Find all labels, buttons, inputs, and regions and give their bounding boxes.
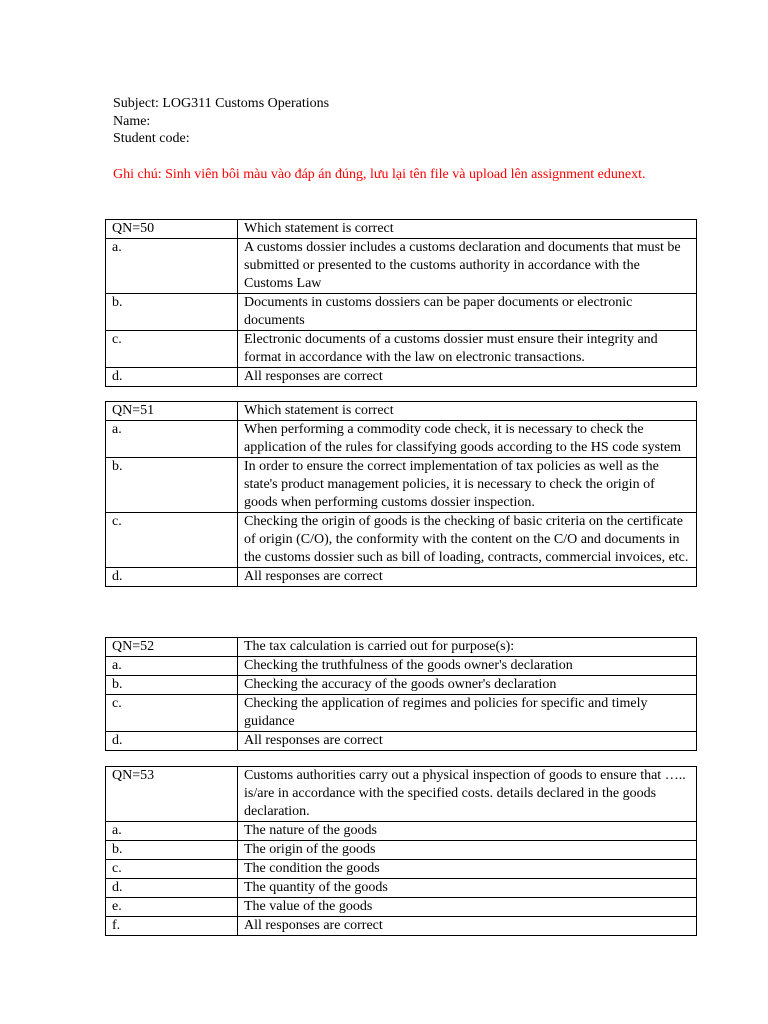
option-key: d. xyxy=(106,368,238,387)
option-text: All responses are correct xyxy=(238,917,697,936)
option-row xyxy=(106,513,697,568)
name-line: Name: xyxy=(113,113,151,129)
question-stem: The tax calculation is carried out for purpose(s): xyxy=(238,638,697,657)
option-text: The value of the goods xyxy=(238,898,697,917)
option-row xyxy=(106,841,697,860)
option-row xyxy=(106,568,697,587)
option-key: a. xyxy=(106,239,238,294)
student-code-line: Student code: xyxy=(113,131,190,146)
question-number: QN=52 xyxy=(106,638,238,657)
option-text: The condition the goods xyxy=(238,860,697,879)
instruction-note: Ghi chú: Sinh viên bôi màu vào đáp án đúng, lưu lại tên file và upload lên assignment edunext. xyxy=(113,167,646,182)
option-text: Checking the truthfulness of the goods owner's declaration xyxy=(238,657,697,676)
question-table-50 xyxy=(105,219,697,387)
option-row xyxy=(106,294,697,331)
option-text: In order to ensure the correct implementation of tax policies as well as the state's product management policies, it is necessary to check the origin of goods when performing customs dossier inspection. xyxy=(238,458,697,513)
question-table-52 xyxy=(105,637,697,751)
option-row xyxy=(106,898,697,917)
option-text: Electronic documents of a customs dossier must ensure their integrity and format in accordance with the law on electronic transactions. xyxy=(238,331,697,368)
option-key: c. xyxy=(106,331,238,368)
option-row xyxy=(106,917,697,936)
option-row xyxy=(106,421,697,458)
question-row xyxy=(106,638,697,657)
option-row xyxy=(106,657,697,676)
option-key: a. xyxy=(106,421,238,458)
option-key: d. xyxy=(106,568,238,587)
option-key: b. xyxy=(106,294,238,331)
option-key: f. xyxy=(106,917,238,936)
option-key: a. xyxy=(106,657,238,676)
option-key: c. xyxy=(106,695,238,732)
option-text: Checking the accuracy of the goods owner's declaration xyxy=(238,676,697,695)
option-row xyxy=(106,331,697,368)
question-table-51 xyxy=(105,401,697,587)
option-text: All responses are correct xyxy=(238,732,697,751)
question-row xyxy=(106,220,697,239)
option-text: Documents in customs dossiers can be paper documents or electronic documents xyxy=(238,294,697,331)
option-text: A customs dossier includes a customs declaration and documents that must be submitted or presented to the customs authority in accordance with the Customs Law xyxy=(238,239,697,294)
question-stem: Which statement is correct xyxy=(238,402,697,421)
option-row xyxy=(106,458,697,513)
option-row xyxy=(106,732,697,751)
option-key: b. xyxy=(106,676,238,695)
option-key: a. xyxy=(106,822,238,841)
question-number: QN=51 xyxy=(106,402,238,421)
option-row xyxy=(106,695,697,732)
option-text: The quantity of the goods xyxy=(238,879,697,898)
option-text: The nature of the goods xyxy=(238,822,697,841)
subject-line: Subject: LOG311 Customs Operations xyxy=(113,96,330,111)
option-key: c. xyxy=(106,860,238,879)
option-row xyxy=(106,879,697,898)
option-text: All responses are correct xyxy=(238,568,697,587)
question-stem: Which statement is correct xyxy=(238,220,697,239)
option-key: d. xyxy=(106,732,238,751)
option-row xyxy=(106,860,697,879)
option-key: e. xyxy=(106,898,238,917)
option-row xyxy=(106,239,697,294)
option-row xyxy=(106,368,697,387)
question-stem: Customs authorities carry out a physical inspection of goods to ensure that ….. is/are in accordance with the specified costs. details declared in the goods declaration. xyxy=(238,767,697,822)
question-number: QN=50 xyxy=(106,220,238,239)
option-row xyxy=(106,822,697,841)
option-text: The origin of the goods xyxy=(238,841,697,860)
question-row xyxy=(106,402,697,421)
option-row xyxy=(106,676,697,695)
question-table-53 xyxy=(105,766,697,936)
option-text: When performing a commodity code check, it is necessary to check the application of the rules for classifying goods according to the HS code system xyxy=(238,421,697,458)
option-key: d. xyxy=(106,879,238,898)
option-text: Checking the application of regimes and policies for specific and timely guidance xyxy=(238,695,697,732)
option-key: c. xyxy=(106,513,238,568)
option-text: All responses are correct xyxy=(238,368,697,387)
option-key: b. xyxy=(106,458,238,513)
document-header xyxy=(113,95,703,148)
question-number: QN=53 xyxy=(106,767,238,822)
question-row xyxy=(106,767,697,822)
option-key: b. xyxy=(106,841,238,860)
option-text: Checking the origin of goods is the checking of basic criteria on the certificate of origin (C/O), the conformity with the content on the C/O and documents in the customs dossier such as bill of loading, contracts, commercial invoices, etc. xyxy=(238,513,697,568)
